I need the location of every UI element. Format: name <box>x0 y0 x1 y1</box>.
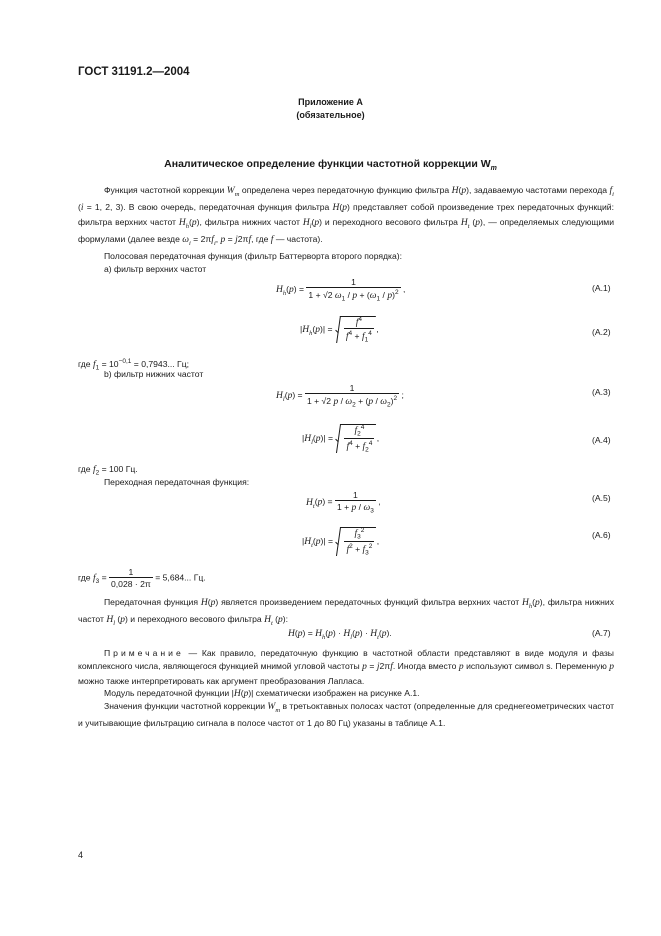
appendix-status: (обязательное) <box>296 110 365 120</box>
paragraph-transition: Переходная передаточная функция: <box>104 477 250 487</box>
equation-a6: $|H_t(p)|$ = $\frac{f_3^2}{f^2 + f_3^2}$ , <box>302 527 380 557</box>
f3-definition: где $f_3$ = $\frac{1}{0,028 \cdot 2\pi}$ = 5,684... Гц. <box>78 567 206 589</box>
equation-number-a6: (А.6) <box>592 530 611 540</box>
item-b-lowpass: b) фильтр нижних частот <box>104 369 204 379</box>
equation-number-a2: (А.2) <box>592 327 611 337</box>
paragraph-intro: Функция частотной коррекции $W_m$ определена через передаточную функцию фильтра H(p), задаваемую частотами перехода $f_i$ (i = 1, 2, 3). В свою очередь, передаточная функция фильтра H(p) представляет собой произведение трех передаточных функций: фильтра верхних частот $H_h(p)$, фильтра нижних частот $H_l(p)$ и переходного весового фильтра $H_t$ (p), — определяемых следующими формулами (далее везде $\omega_i = 2\pi f_i$, p = j2πf, где f — частота). <box>78 185 614 247</box>
page-number: 4 <box>78 850 84 860</box>
equation-a2: $|H_h(p)|$ = $\frac{f^4}{f^4 + f_1^4}$ , <box>300 316 379 344</box>
equation-number-a5: (А.5) <box>592 493 611 503</box>
equation-number-a3: (А.3) <box>592 387 611 397</box>
paragraph-bandpass: Полосовая передаточная функция (фильтр Баттерворта второго порядка): <box>104 251 403 261</box>
equation-a7: $H(p) = H_h(p) \cdot H_l(p) \cdot H_t(p)$. <box>288 628 392 641</box>
equation-number-a7: (А.7) <box>592 628 611 638</box>
paragraph-product: Передаточная функция H(p) является произведением передаточных функций фильтра верхних частот $H_h(p)$, фильтра нижних частот $H_l$ (p) и переходного весового фильтра $H_t$ (p): <box>78 597 614 628</box>
section-title: Аналитическое определение функции частотной коррекции $W_m$ <box>164 158 497 173</box>
document-header: ГОСТ 31191.2—2004 <box>78 66 190 78</box>
equation-a5: $H_t(p)$ = $\frac{1}{1 + p / \omega_3}$ , <box>306 490 381 515</box>
equation-number-a1: (А.1) <box>592 283 611 293</box>
equation-a4: $|H_l(p)|$ = $\frac{f_2^4}{f^4 + f_2^4}$ , <box>302 424 380 454</box>
equation-a1: $H_h(p)$ = $\frac{1}{1 + √2 \omega_1 / p + (\omega_1 / p)^2}$ , <box>276 277 406 303</box>
equation-a3: $H_l(p)$ = $\frac{1}{1 + √2 p / \omega_2 + (p / \omega_2)^2}$ ; <box>276 383 404 409</box>
f2-definition: где $f_2 = 100$ Гц. <box>78 464 138 477</box>
item-a-highpass: а) фильтр верхних частот <box>104 264 207 274</box>
equation-number-a4: (А.4) <box>592 435 611 445</box>
appendix-label: Приложение А <box>298 97 363 107</box>
f1-definition: где $f_1 = 10^{-0,1} = 0,7943$... Гц; <box>78 358 189 372</box>
note: Примечание — Как правило, передаточную функцию в частотной области представляют в виде модуля и фазы комплексного числа, являющегося функцией мнимой угловой частоты p = j2πf. Иногда вместо p используют символ s. Переменную p можно также интерпретировать как аргумент преобразования Лапласа. <box>78 648 614 686</box>
paragraph-modulus: Модуль передаточной функции |H(p)| схематически изображен на рисунке А.1. <box>104 688 420 699</box>
paragraph-values: Значения функции частотной коррекции $W_m$ в третьоктавных полосах частот (определенные для среднегеометрических частот и учитывающие фильтрацию сигнала в полосе частот от 1 до 80 Гц) указаны в таблице А.1. <box>78 701 615 729</box>
